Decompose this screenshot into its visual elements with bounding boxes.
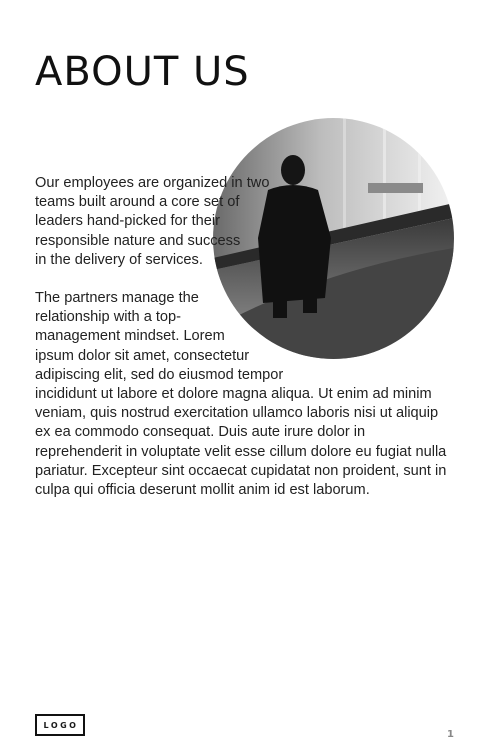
- logo: LOGO: [35, 714, 85, 736]
- paragraph-2: The partners manage the relationship with a top-management mindset. Lorem ipsum dolor sit amet, consectetur adipiscing elit, sed do eiusmod tempor incididunt ut labore et dolore magna aliqua. Ut enim ad minim veniam, quis nostrud exercitation ullamco laboris nisi ut aliquip ex ea commodo consequat. Duis aute irure dolor in reprehenderit in voluptate velit esse cillum dolore eu fugiat nulla pariatur. Excepteur sint occaecat cupidatat non proident, sunt in culpa qui officia deserunt mollit anim id est laborum.: [35, 290, 447, 499]
- image-wrap-spacer: [253, 174, 453, 384]
- paragraph-1: Our employees are organized in two teams built around a core set of leaders hand-picked for their responsible nature and success in the delivery of services.: [35, 175, 270, 268]
- page-title: ABOUT US: [35, 49, 250, 95]
- body-text: [35, 174, 453, 500]
- page-number: 1: [447, 729, 454, 740]
